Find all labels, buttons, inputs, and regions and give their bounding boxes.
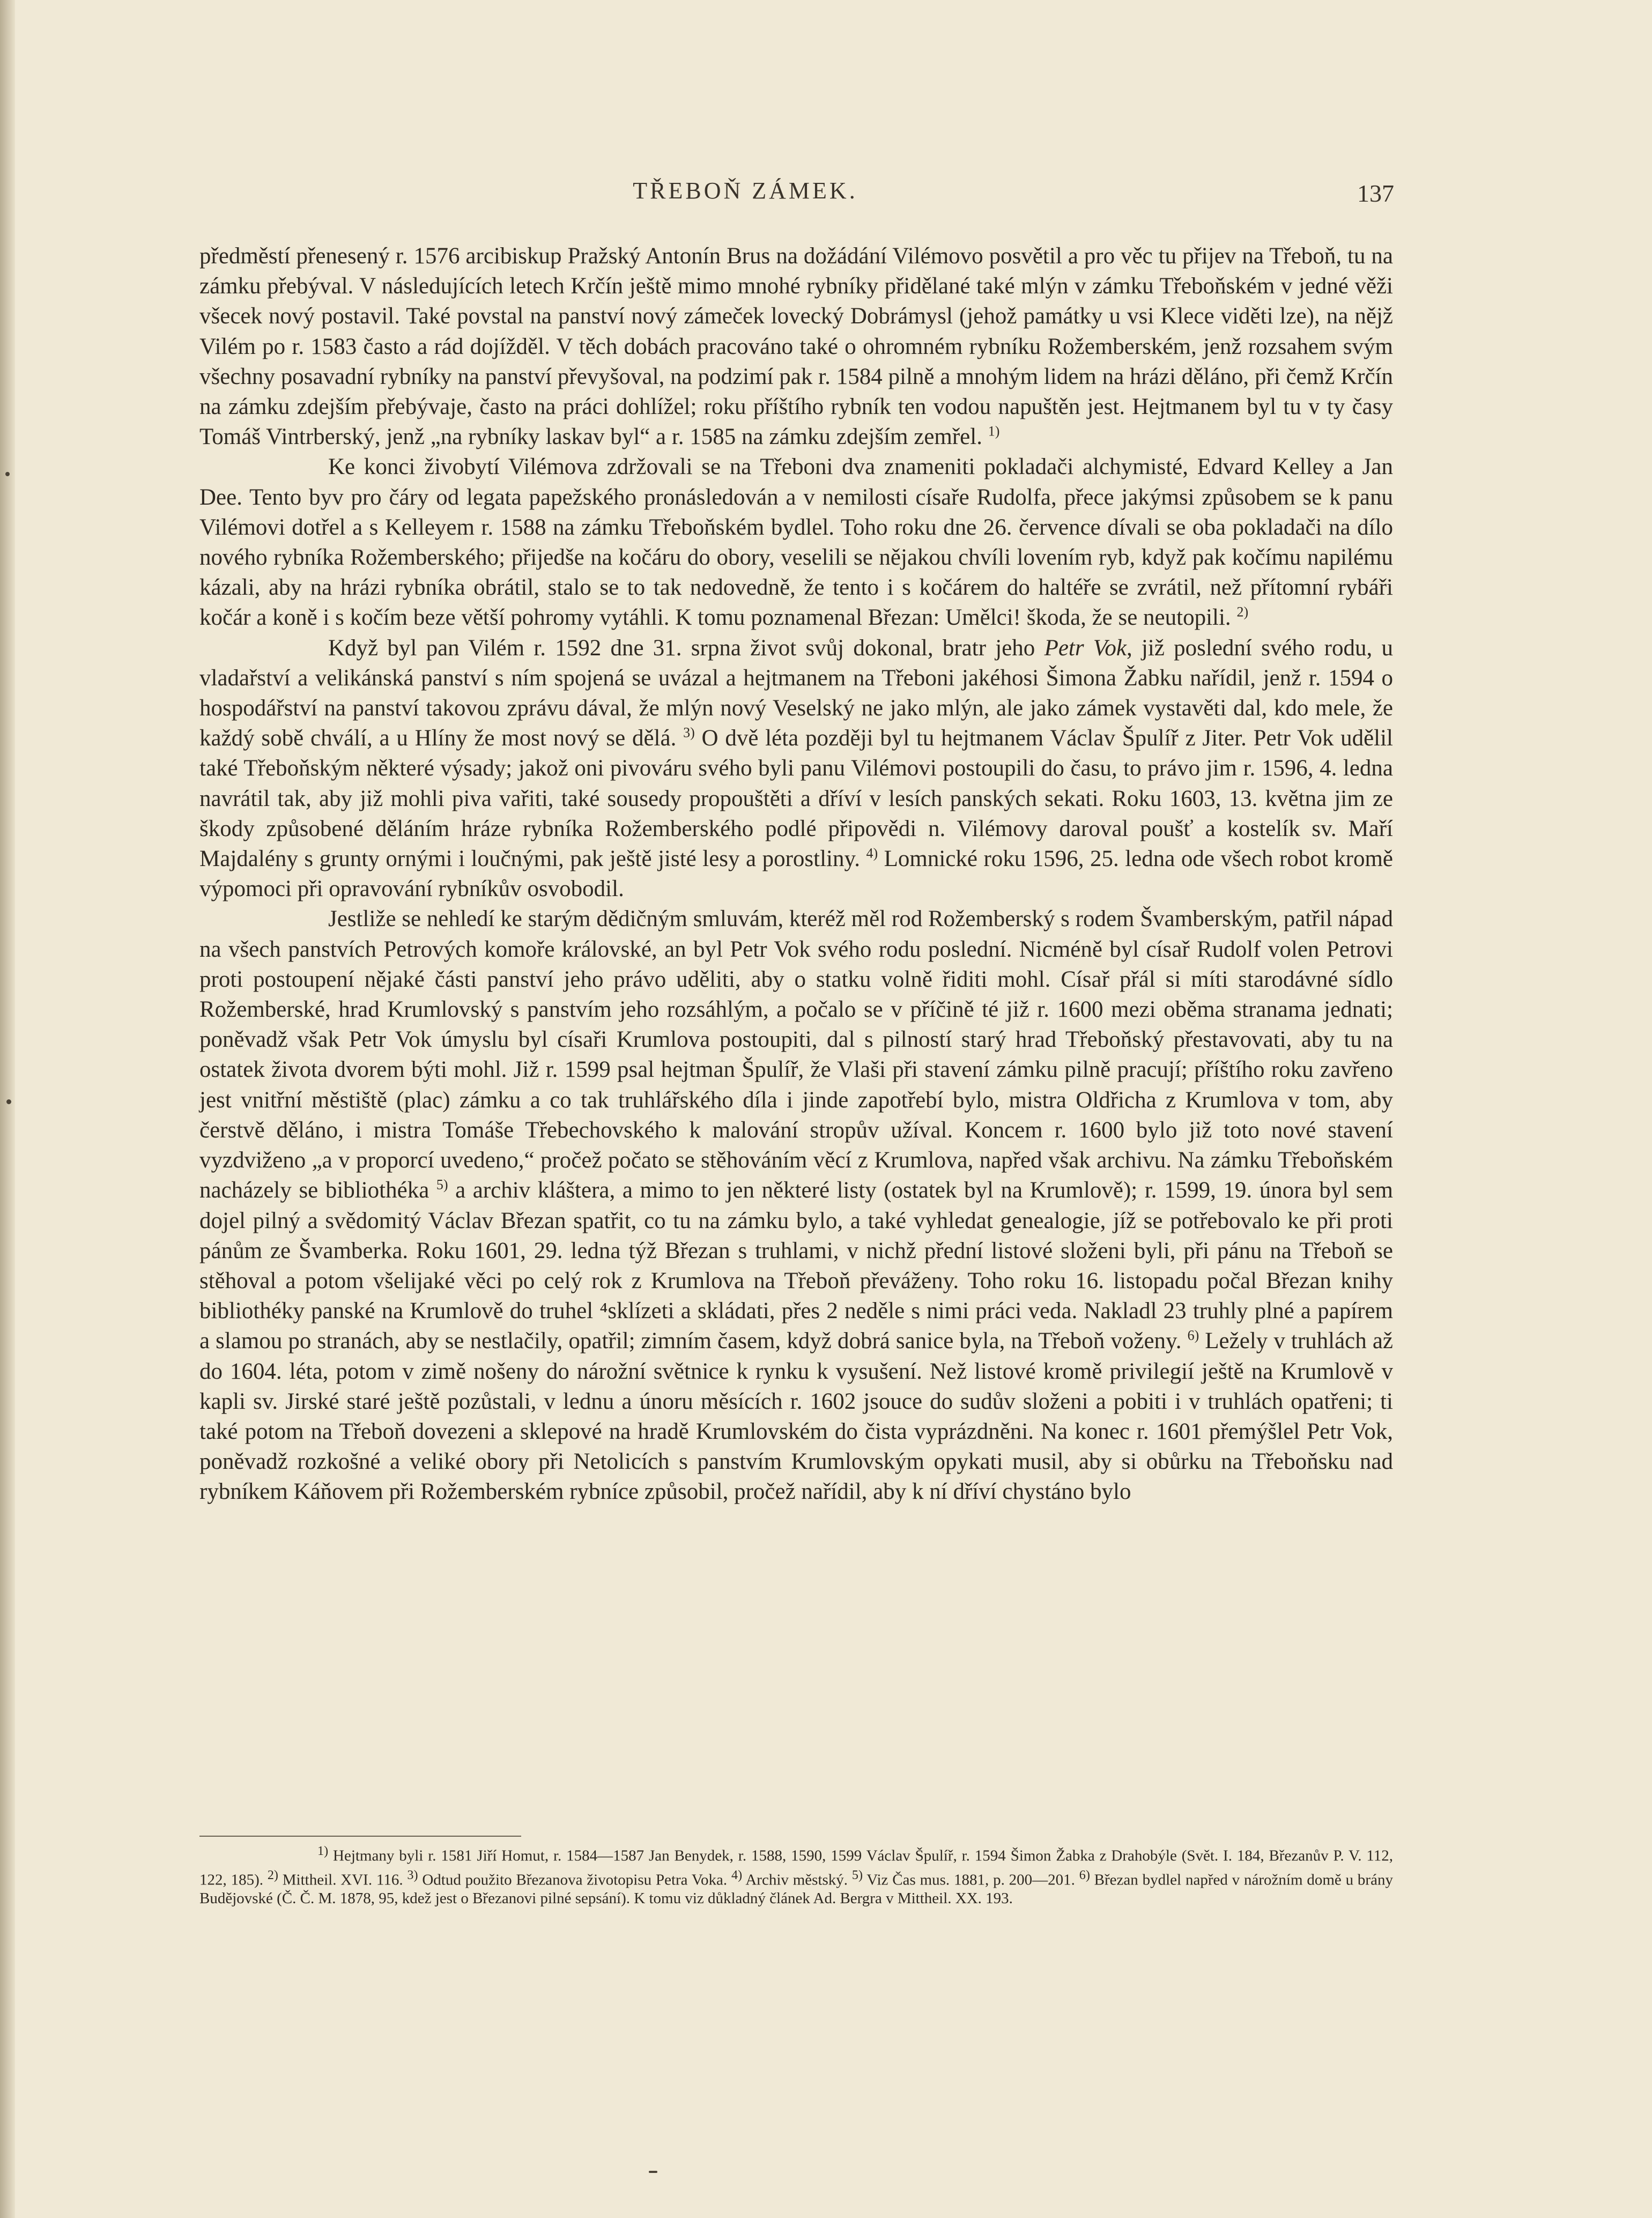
footnote-marker: 5) — [436, 1177, 448, 1193]
footnote-marker: 1) — [988, 423, 1000, 439]
page-number: 137 — [1357, 180, 1394, 207]
body-paragraph — [199, 904, 1393, 1507]
footnote-marker: 1) — [317, 1844, 329, 1858]
text-run: O dvě léta později byl tu hejtmanem Václav Špulíř z Jiter. Petr Vok udělil také Třeboňským některé výsady; jakož oni pivováru svého byli panu Vilémovi postoupili do času, to právo jim r. 1596, 4. ledna navrátil tak, aby již mohli piva vařiti, také sousedy propouštěti a dříví v lesích panských sekati. Roku 1603, 13. května jim ze škody způsobené děláním hráze rybníka Rožemberského podlé připovědi n. Vilémovy daroval poušť a kostelík sv. Maří Majdalény s grunty ornými i loučnými, pak ještě jisté lesy a porostliny. — [199, 726, 1394, 872]
footnote-rule — [199, 1836, 521, 1837]
footnote-marker: 3) — [407, 1867, 418, 1882]
body-text — [199, 241, 1393, 1507]
running-head — [0, 177, 1652, 209]
page-gutter — [0, 0, 15, 2218]
text-run: Hejtmany byli r. 1581 Jiří Homut, r. 1584—1587 Jan Benydek, r. 1588, 1590, 1599 Václav Špulíř, r. 1594 Šimon Žabka z Drahobýle (Svět. I. 184, Březanův P. V. 112, 122, 185). — [199, 1847, 1393, 1889]
footnote-paragraph — [199, 1842, 1393, 1908]
footnote-marker: 4) — [866, 845, 878, 861]
text-run: Jestliže se nehledí ke starým dědičným smluvám, kteréž měl rod Rožemberský s rodem Švamberským, patřil nápad na všech panstvích Petrových komoře královské, an byl Petr Vok svého rodu poslední. Nicméně byl císař Rudolf volen Petrovi proti postoupení nějaké části panství jeho právo uděliti, aby o statku volně řiditi mohl. Císař přál si míti starodávné sídlo Rožemberské, hrad Krumlovský s panstvím jeho rozsáhlým, a počalo se v příčině té již r. 1600 mezi oběma stranama jednati; poněvadž však Petr Vok úmyslu byl císaři Krumlova postoupiti, dal s pilností starý hrad Třeboňský přestavovati, aby tu na ostatek života dvorem býti mohl. Již r. 1599 psal hejtman Špulíř, že Vlaši při stavení zámku pilně pracují; příštího roku zavřeno jest vnitřní městiště (plac) zámku a co tak truhlářského díla i jinde zapotřebí bylo, mistra Oldřicha z Krumlova v tom, aby čerstvě děláno, i mistra Tomáše Třebechovského k malování stropův užíval. Koncem r. 1600 bylo již toto nové stavení vyzdviženo „a v proporcí uvedeno,“ pročež počato se stěhováním věcí z Krumlova, napřed však archivu. Na zámku Třeboňském nacházely se bibliothéka — [199, 906, 1393, 1203]
text-run: Mittheil. XVI. 116. — [278, 1871, 408, 1889]
text-run: Odtud použito Březanova životopisu Petra Voka. — [418, 1871, 732, 1889]
text-run: Ke konci živobytí Vilémova zdržovali se na Třeboni dva znameniti pokladači alchymisté, Edvard Kelley a Jan Dee. Tento byv pro čáry od legata papežského pronásledován a v nemilosti císaře Rudolfa, přece jakýmsi způsobem se k panu Vilémovi dotřel a s Kelleyem r. 1588 na zámku Třeboňském bydlel. Toho roku dne 26. července dívali se oba pokladači na dílo nového rybníka Rožemberského; přijedše na kočáru do obory, veselili se nějakou chvíli lovením ryb, když pak kočímu napilému kázali, aby na hrázi rybníka obrátil, stalo se to tak nedovedně, že tento i s kočárem do haltéře se zvrátil, než přítomní rybáři kočár a koně i s kočím beze větší pohromy vytáhli. K tomu poznamenal Březan: Umělci! škoda, že se neutopili. — [199, 454, 1393, 631]
body-paragraph — [199, 633, 1393, 905]
margin-speck — [649, 2171, 657, 2173]
text-run: Lomnické roku 1596, 25. ledna ode všech robot kromě výpomoci při opravování rybníkův osvobodil. — [199, 846, 1393, 902]
text-run: Březan bydlel napřed v nárožním domě u brány Budějovské (Č. Č. M. 1878, 95, kdež jest o Březanovi pilné sepsání). K tomu viz důkladný článek Ad. Bergra v Mittheil. XX. 193. — [199, 1871, 1393, 1908]
footnote-marker: 4) — [731, 1867, 743, 1882]
footnote-marker: 6) — [1187, 1327, 1199, 1343]
footnote-marker: 6) — [1079, 1867, 1090, 1882]
footnote-marker: 3) — [683, 724, 695, 741]
text-run: Archiv městský. — [742, 1871, 852, 1889]
text-run: Ležely v truhlách až do 1604. léta, potom v zimě nošeny do nárožní světnice k rynku k vysušení. Než listové kromě privilegií ještě na Krumlově v kapli sv. Jirské staré ještě pozůstali, v lednu a únoru měsících r. 1602 jsouce do sudův složeni a pobiti i v truhlách opatřeni; ti také potom na Třeboň dovezeni a sklepové na hradě Krumlovském do čista vyprázdněni. Na konec r. 1601 přemýšlel Petr Vok, poněvadž rozkošné a veliké obory při Netolicích s panstvím Krumlovským opykati musil, aby si obůrku na Třeboňsku nad rybníkem Káňovem při Rožemberském rybníce způsobil, pročež nařídil, aby k ní dříví chystáno bylo — [199, 1328, 1394, 1505]
margin-speck — [5, 472, 10, 476]
footnote-marker: 5) — [851, 1867, 863, 1882]
text-run: , již poslední svého rodu, u vladařství a velikánská panství s ním spojená se uvázal a hejtmanem na Třeboni jakéhosi Šimona Žabku nařídil, jenž r. 1594 o hospodářství na panství takovou zprávu dával, že mlýn nový Veselský ne jako mlýn, ale jako zámek vystavěti dal, kdo mele, že každý sobě chválí, a u Hlíny že most nový se dělá. — [199, 635, 1393, 751]
page-title: TŘEBOŇ ZÁMEK. — [633, 178, 858, 204]
text-run: Viz Čas mus. 1881, p. 200—201. — [862, 1871, 1079, 1889]
italic-name: Petr Vok — [1044, 635, 1127, 661]
text-run: předměstí přenesený r. 1576 arcibiskup Pražský Antonín Brus na dožádání Vilémovo posvětil a pro věc tu přijev na Třeboň, tu na zámku přebýval. V následujících letech Krčín ještě mimo mnohé rybníky přidělané také mlýn v zámku Třeboňském v jedné věži všecek nový postavil. Také povstal na panství nový zámeček lovecký Dobrámysl (jehož památky u vsi Klece viděti lze), na nějž Vilém po r. 1583 často a rád dojížděl. V těch dobách pracováno také o ohromném rybníku Rožemberském, jenž rozsahem svým všechny posavadní rybníky na panství převyšoval, na podzimí pak r. 1584 pilně a mnohým lidem na hrázi děláno, při čemž Krčín na zámku zdejším přebývaje, často na práci dohlížel; roku příštího rybník ten vodou napuštěn jest. Hejtmanem byl tu v ty časy Tomáš Vintrberský, jenž „na rybníky laskav byl“ a r. 1585 na zámku zdejším zemřel. — [199, 243, 1393, 450]
body-paragraph — [199, 241, 1393, 452]
margin-speck — [6, 1099, 11, 1104]
footnotes — [199, 1842, 1393, 1908]
body-paragraph — [199, 452, 1393, 633]
footnote-marker: 2) — [267, 1867, 278, 1882]
text-run: Když byl pan Vilém r. 1592 dne 31. srpna život svůj dokonal, bratr jeho — [328, 635, 1044, 661]
text-run: a archiv kláštera, a mimo to jen některé listy (ostatek byl na Krumlově); r. 1599, 19. února byl sem dojel pilný a svědomitý Václav Březan spatřit, co tu na zámku bylo, a také vyhledat genealogie, jíž se potřebovalo ke při proti pánům ze Švamberka. Roku 1601, 29. ledna týž Březan s truhlami, v nichž přední listové složeni byli, při pánu na Třeboň se stěhoval a potom všelijaké věci po celý rok z Krumlova na Třeboň převáženy. Toho roku 16. listopadu počal Březan knihy bibliothéky panské na Krumlově do truhel ⁴sklízeti a skládati, přes 2 neděle s nimi práci veda. Nakladl 23 truhly plné a papírem a slamou po stranách, aby se nestlačily, opatřil; zimním časem, když dobrá sanice byla, na Třeboň voženy. — [199, 1178, 1393, 1354]
footnote-marker: 2) — [1236, 604, 1249, 620]
